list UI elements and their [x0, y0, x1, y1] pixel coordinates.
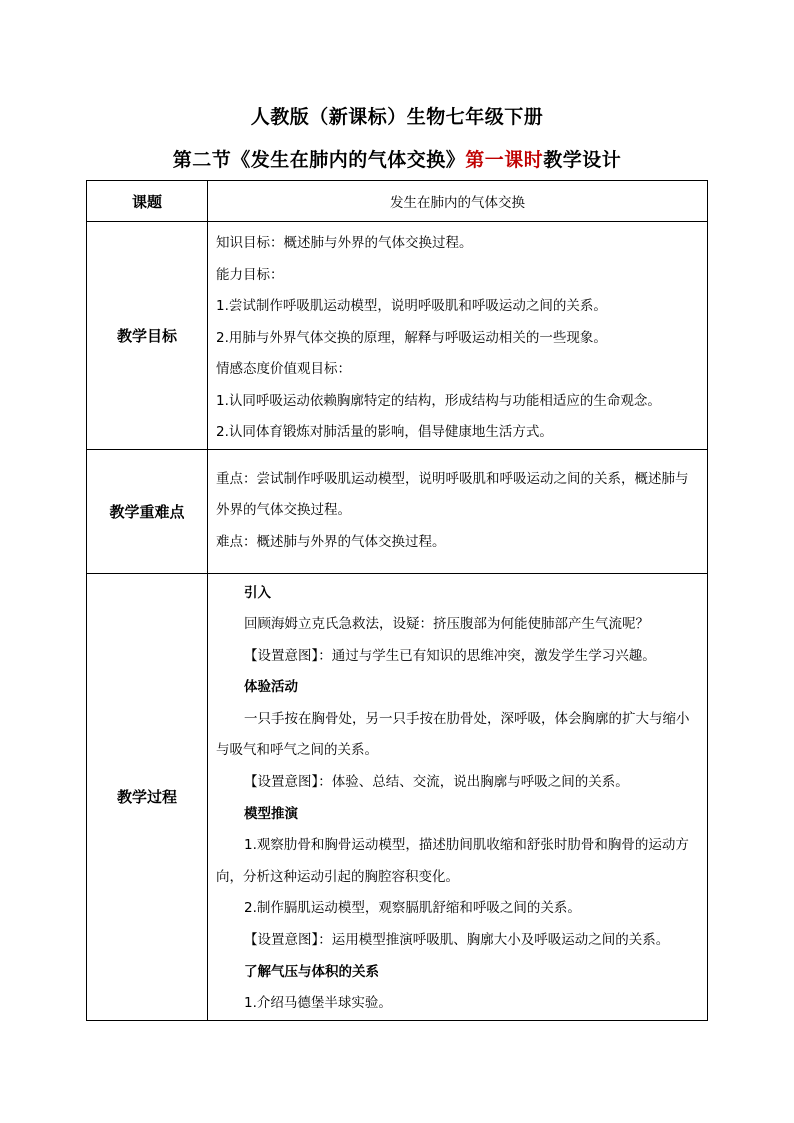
process-content: [208, 573, 708, 1020]
goal-line: 知识目标：概述肺与外界的气体交换过程。: [216, 235, 473, 251]
document-subtitle: [0, 145, 794, 172]
goal-line: 2.用肺与外界气体交换的原理，解释与呼吸运动相关的一些现象。: [216, 329, 607, 346]
model-intent: 【设置意图】：运用模型推演呼吸肌、胸廓大小及呼吸运动之间的关系。: [244, 932, 670, 949]
intro-text: 回顾海姆立克氏急救法，设疑：挤压腹部为何能使肺部产生气流呢？: [244, 616, 649, 633]
process-row: [87, 573, 708, 1020]
model-text-1: 1.观察肋骨和胸骨运动模型，描述肋间肌收缩和舒张时肋骨和胸骨的运动方向，分析这种运动引起的胸腔容积变化。: [216, 837, 689, 885]
experience-heading: 体验活动: [244, 679, 298, 696]
difficulty-row: [87, 449, 708, 573]
pressure-heading: 了解气压与体积的关系: [244, 963, 379, 980]
difficulty-label: 教学重难点: [87, 449, 208, 573]
process-label: 教学过程: [87, 573, 208, 1020]
goals-label: 教学目标: [87, 222, 208, 450]
goal-line: 1.尝试制作呼吸肌运动模型，说明呼吸肌和呼吸运动之间的关系。: [216, 298, 607, 314]
model-heading: 模型推演: [244, 805, 298, 822]
goals-row: [87, 222, 708, 450]
subtitle-session: 第一课时: [465, 149, 544, 171]
intro-heading: 引入: [244, 584, 271, 601]
experience-intent: 【设置意图】：体验、总结、交流，说出胸廓与呼吸之间的关系。: [244, 774, 629, 791]
goal-line: 1.认同呼吸运动依赖胸廓特定的结构，形成结构与功能相适应的生命观念。: [216, 392, 661, 409]
pressure-text-1: 1.介绍马德堡半球实验。: [244, 995, 392, 1012]
topic-label: 课题: [87, 181, 208, 222]
goal-line: 能力目标：: [216, 266, 284, 283]
subtitle-design: 教学设计: [543, 149, 622, 171]
experience-text: 一只手按在胸骨处，另一只手按在肋骨处，深呼吸，体会胸廓的扩大与缩小与吸气和呼气之间的关系。: [216, 710, 690, 759]
model-text-2: 2.制作膈肌运动模型，观察膈肌舒缩和呼吸之间的关系。: [244, 900, 581, 917]
document-title: 人教版（新课标）生物七年级下册: [250, 106, 544, 128]
difficult-point: 难点：概述肺与外界的气体交换过程。: [216, 533, 446, 550]
lesson-plan-table: [86, 180, 708, 1021]
intro-intent: 【设置意图】：通过与学生已有知识的思维冲突，激发学生学习兴趣。: [244, 647, 656, 664]
goals-content: [208, 222, 708, 450]
difficulty-content: [208, 449, 708, 573]
key-point: 重点：尝试制作呼吸肌运动模型，说明呼吸肌和呼吸运动之间的关系，概述肺与外界的气体交换过程。: [216, 470, 689, 518]
goal-line: 情感态度价值观目标：: [216, 361, 351, 377]
topic-row: [87, 181, 708, 222]
subtitle-lesson: 第二节《发生在肺内的气体交换》: [172, 149, 466, 171]
topic-value: 发生在肺内的气体交换: [208, 181, 708, 222]
goal-line: 2.认同体育锻炼对肺活量的影响，倡导健康地生活方式。: [216, 424, 553, 440]
